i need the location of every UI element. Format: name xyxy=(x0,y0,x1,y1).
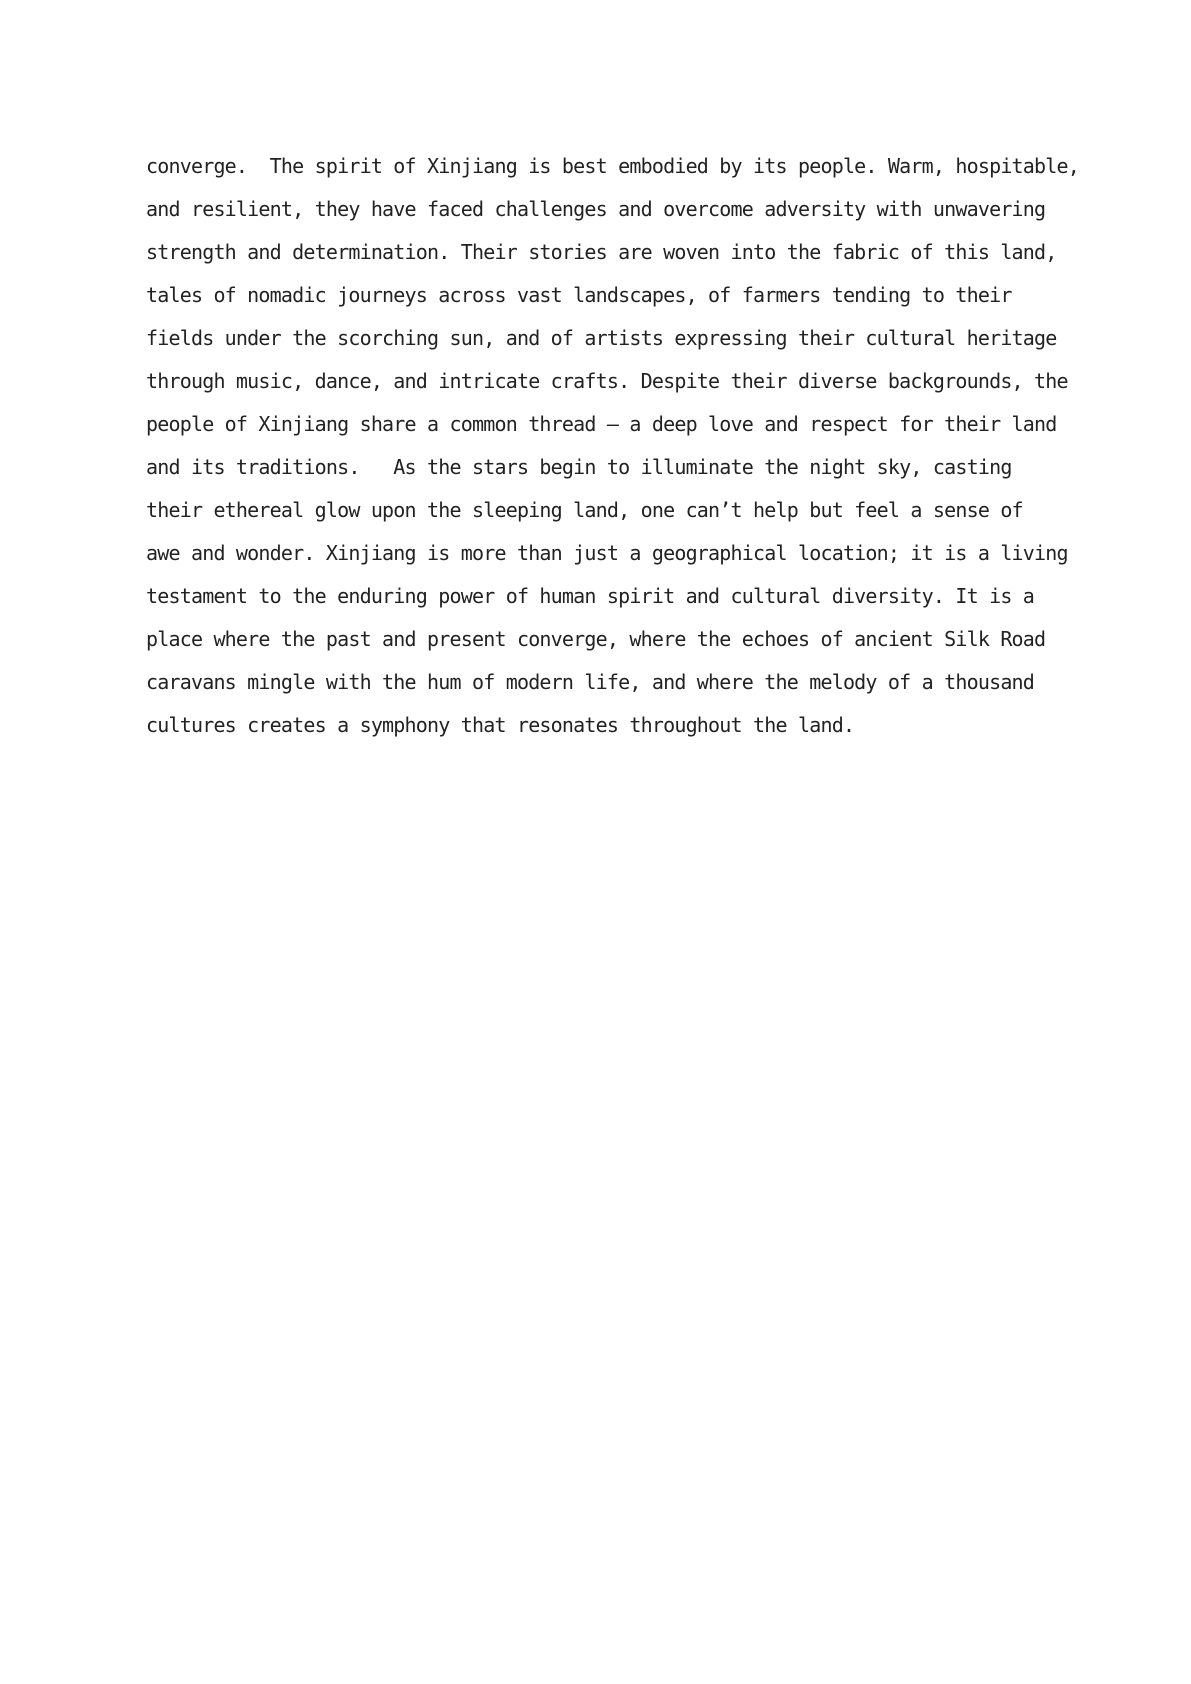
text-line: people of Xinjiang share a common thread – a deep love and respect for their land xyxy=(146,412,1057,436)
text-line: fields under the scorching sun, and of artists expressing their cultural heritage xyxy=(146,326,1057,350)
text-line: and its traditions. As the stars begin to illuminate the night sky, casting xyxy=(146,455,1012,479)
text-line: and resilient, they have faced challenges and overcome adversity with unwavering xyxy=(146,197,1046,221)
body-paragraph xyxy=(146,145,1080,747)
text-line: converge. The spirit of Xinjiang is best embodied by its people. Warm, hospitable, xyxy=(146,154,1080,178)
text-line: tales of nomadic journeys across vast landscapes, of farmers tending to their xyxy=(146,283,1012,307)
text-line: awe and wonder. Xinjiang is more than just a geographical location; it is a living xyxy=(146,541,1068,565)
text-line: their ethereal glow upon the sleeping land, one can’t help but feel a sense of xyxy=(146,498,1023,522)
text-line: testament to the enduring power of human spirit and cultural diversity. It is a xyxy=(146,584,1035,608)
text-line: strength and determination. Their stories are woven into the fabric of this land, xyxy=(146,240,1057,264)
text-line: cultures creates a symphony that resonates throughout the land. xyxy=(146,713,855,737)
text-line: through music, dance, and intricate crafts. Despite their diverse backgrounds, the xyxy=(146,369,1068,393)
text-line: place where the past and present converge, where the echoes of ancient Silk Road xyxy=(146,627,1046,651)
text-line: caravans mingle with the hum of modern life, and where the melody of a thousand xyxy=(146,670,1035,694)
